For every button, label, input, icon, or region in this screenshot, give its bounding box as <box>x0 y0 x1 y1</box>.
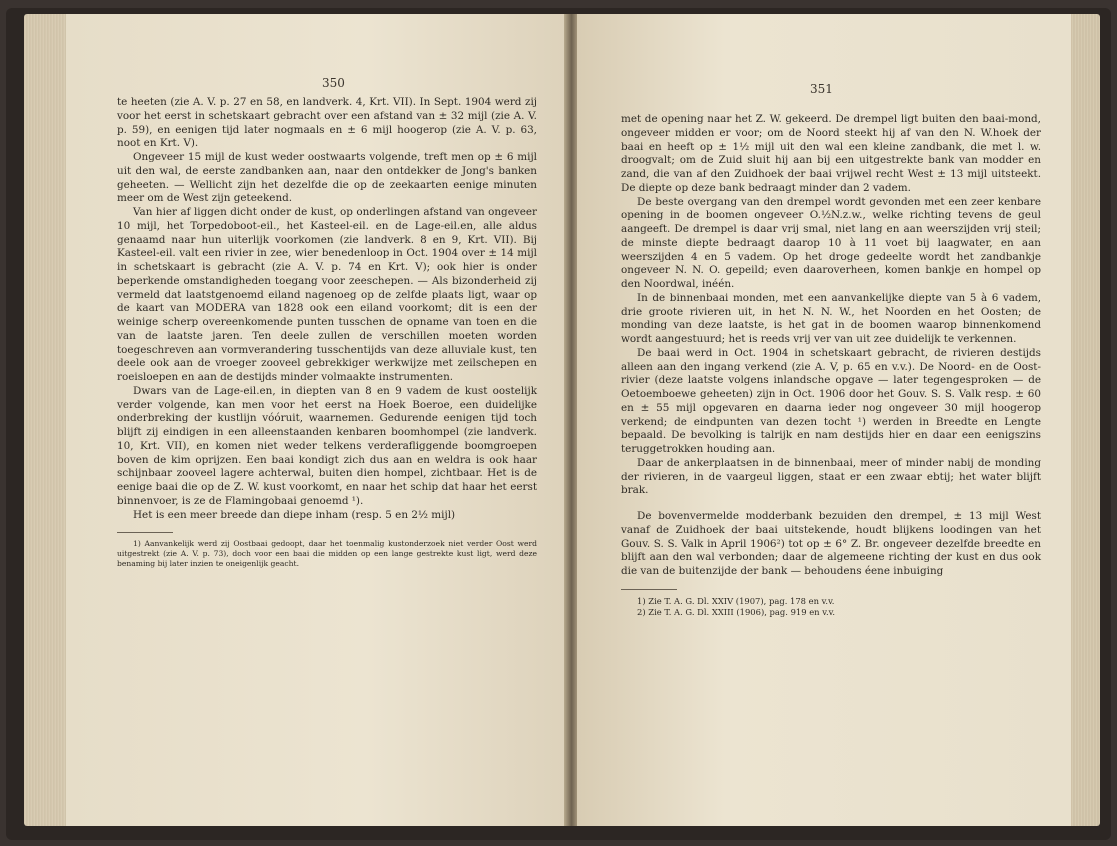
page-number-right: 351 <box>810 82 833 96</box>
paragraph: In de binnenbaai monden, met een aanvankelijke diepte van 5 à 6 vadem, drie groote rivieren uit, in het N. N. W., het Noorden en het Oosten; de monding van deze laatste, is het gat in de boomen waarop binnenkomend wordt aangestuurd; het is reeds vrij ver van uit zee duidelijk te verkennen. <box>621 291 1041 345</box>
paragraph: Dwars van de Lage-eil.en, in diepten van 8 en 9 vadem de kust oostelijk verder volgende, kan men voor het eerst na Hoek Boeroe, een duidelijke onderbreking der kustlijn vóóruit, waarnemen. Gedurende eenigen tijd toch blijft zij eindigen in een alleenstaanden kenbaren boomhompel (zie landverk. 10, Krt. VII), en komen niet weder telkens verderafliggende boomgroepen boven de kim oprijzen. Een baai kondigt zich dus aan en weldra is ook haar schijnbaar zooveel lagere achterwal, buiten dien hompel, zichtbaar. Het is de eenige baai die op de Z. W. kust voorkomt, en naar het schip dat haar het eerst binnenvoer, is ze de Flamingobaai genoemd ¹). <box>117 384 537 507</box>
footnote: 2) Zie T. A. G. Dl. XXIII (1906), pag. 919 en v.v. <box>637 606 836 617</box>
page-number-left: 350 <box>322 76 345 90</box>
paragraph: Van hier af liggen dicht onder de kust, op onderlingen afstand van ongeveer 10 mijl, het Torpedoboot-eil., het Kasteel-eil. en de Lage-eil.en, alle aldus genaamd naar hun uiterlijk voorkomen (zie landverk. 8 en 9, Krt. VII). Bij Kasteel-eil. valt een rivier in zee, wier benedenloop in Oct. 1904 over ± 14 mijl in schetskaart is gebracht (zie A. V. p. 74 en Krt. V); ook hier is onder beperkende omstandigheden toegang voor zeeschepen. — Als bizonderheid zij vermeld dat laatstgenoemd eiland nagenoeg op de zelfde plaats ligt, waar op de kaart van MODERA van 1828 ook een eiland voorkomt; dit is een der weinige scherp overeenkomende punten tusschen de opname van toen en die van de laatste jaren. Ten deele zullen de verschillen moeten worden toegeschreven aan vormverandering tusschentijds van deze alluviale kust, ten deele ook aan de vroeger zooveel gebrekkiger werkwijze met zeilschepen en roeisloepen en aan de destijds minder volmaakte instrumenten. <box>117 206 537 383</box>
left-page-body <box>117 96 537 569</box>
paragraph: De baai werd in Oct. 1904 in schetskaart gebracht, de rivieren destijds alleen aan den ingang verkend (zie A. V, p. 65 en v.v.). De Noord- en de Oost-rivier (deze laatste volgens inlandsche opgave — later tegengesproken — de Oetoemboewe geheeten) zijn in Oct. 1906 door het Gouv. S. S. Valk resp. ± 60 en ± 55 mijl opgevaren en daarna ieder nog ongeveer 30 mijl hoogerop verkend; de eindpunten van dezen tocht ¹) werden in Breedte en Lengte bepaald. De bevolking is talrijk en nam destijds hier en daar een eenigszins teruggetrokken houding aan. <box>621 346 1041 455</box>
footnote: 1) Aanvankelijk werd zij Oostbaai gedoopt, daar het toenmalig kustonderzoek niet verder Oost werd uitgestrekt (zie A. V. p. 73), doch voor een baai die midden op een lange gestrekte kust ligt, werd deze benaming bij later inzien te oneigenlijk geacht. <box>117 539 537 569</box>
paragraph: met de opening naar het Z. W. gekeerd. De drempel ligt buiten den baai-mond, ongeveer midden er voor; om de Noord steekt hij af van den N. W.hoek der baai en heeft op ± 1½ mijl uit den wal een kleine zandbank, die met l. w. droogvalt; om de Zuid sluit hij aan bij een uitgestrekte bank van modder en zand, die van af den Zuidhoek der baai vrijwel recht West ± 13 mijl uitsteekt. De diepte op deze bank bedraagt minder dan 2 vadem. <box>621 113 1041 194</box>
paragraph: Ongeveer 15 mijl de kust weder oostwaarts volgende, treft men op ± 6 mijl uit den wal, de eerste zandbanken aan, naar den ontdekker de Jong's banken geheeten. — Wellicht zijn het dezelfde die op de zeekaarten eenige minuten meer om de West zijn geteekend. <box>117 151 537 205</box>
paragraph: te heeten (zie A. V. p. 27 en 58, en landverk. 4, Krt. VII). In Sept. 1904 werd zij voor het eerst in schetskaart gebracht over een afstand van ± 32 mijl (zie A. V. p. 59), en eenigen tijd later nogmaals en ± 6 mijl hoogerop (zie A. V. p. 63, noot en Krt. V). <box>117 96 537 150</box>
right-page-body <box>621 113 1041 618</box>
footnote-rule <box>621 589 677 590</box>
paragraph: Het is een meer breede dan diepe inham (resp. 5 en 2½ mijl) <box>133 508 456 521</box>
paragraph: Daar de ankerplaatsen in de binnenbaai, meer of minder nabij de monding der rivieren, in de vaargeul liggen, staat er een zwaar ebtij; het water blijft brak. <box>621 456 1041 497</box>
paragraph: De beste overgang van den drempel wordt gevonden met een zeer kenbare opening in de boomen ongeveer O.½N.z.w., welke richting tevens de geul aangeeft. De drempel is daar vrij smal, niet lang en aan weerszijden vrij steil; de minste diepte bedraagt daarop 10 à 11 voet bij laagwater, en aan weerszijden 4 en 5 vadem. Op het droge gedeelte wordt het zandbankje ongeveer N. N. O. gepeild; even daaroverheen, komen bankje en hompel op den Noordwal, inéén. <box>621 195 1041 290</box>
paragraph: De bovenvermelde modderbank bezuiden den drempel, ± 13 mijl West vanaf de Zuidhoek der baai uitstekende, houdt blijkens loodingen van het Gouv. S. S. Valk in April 1906²) tot op ± 6° Z. Br. ongeveer dezelfde breedte en blijft aan den wal verbonden; daar de algemeene richting der kust en dus ook die van de buitenzijde der bank — behoudens éene inbuiging <box>621 510 1041 577</box>
left-page-edges <box>24 14 70 826</box>
right-page <box>577 14 1071 826</box>
section-gap <box>621 498 1041 510</box>
left-page <box>66 14 566 826</box>
footnote-rule <box>117 532 173 533</box>
footnote: 1) Zie T. A. G. Dl. XXIV (1907), pag. 178 en v.v. <box>637 595 835 606</box>
right-page-edges <box>1068 14 1100 826</box>
